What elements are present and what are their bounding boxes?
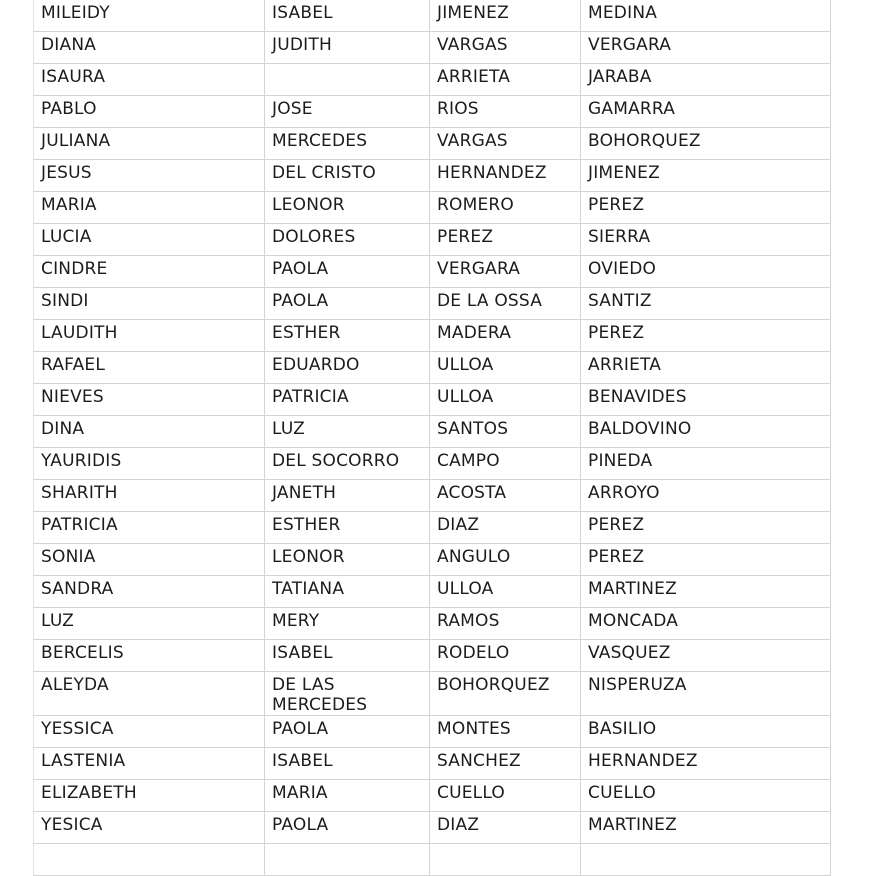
second-surname-cell: BENAVIDES (581, 384, 831, 416)
first-name-cell: YESSICA (34, 716, 265, 748)
table-row (34, 544, 831, 576)
table-row (34, 512, 831, 544)
first-surname-cell: SANCHEZ (430, 748, 581, 780)
table-row (34, 128, 831, 160)
first-surname-cell: VARGAS (430, 32, 581, 64)
middle-name-cell: LEONOR (265, 192, 430, 224)
middle-name-cell: ISABEL (265, 640, 430, 672)
second-surname-cell: NISPERUZA (581, 672, 831, 716)
first-surname-cell: ARRIETA (430, 64, 581, 96)
middle-name-cell: JANETH (265, 480, 430, 512)
first-surname-cell: VERGARA (430, 256, 581, 288)
first-name-cell: LUZ (34, 608, 265, 640)
middle-name-cell: PAOLA (265, 256, 430, 288)
middle-name-cell: PAOLA (265, 716, 430, 748)
second-surname-cell (581, 844, 831, 876)
table-row (34, 448, 831, 480)
first-name-cell: YAURIDIS (34, 448, 265, 480)
middle-name-cell: DOLORES (265, 224, 430, 256)
first-name-cell: SONIA (34, 544, 265, 576)
first-name-cell (34, 844, 265, 876)
names-table-body (34, 0, 831, 876)
middle-name-cell (265, 64, 430, 96)
middle-name-cell: ISABEL (265, 0, 430, 32)
table-row (34, 288, 831, 320)
first-surname-cell: ULLOA (430, 384, 581, 416)
first-name-cell: BERCELIS (34, 640, 265, 672)
table-row (34, 716, 831, 748)
table-row (34, 812, 831, 844)
table-row (34, 32, 831, 64)
first-surname-cell: BOHORQUEZ (430, 672, 581, 716)
table-row (34, 96, 831, 128)
middle-name-cell: ESTHER (265, 512, 430, 544)
second-surname-cell: PEREZ (581, 512, 831, 544)
second-surname-cell: PEREZ (581, 192, 831, 224)
first-name-cell: SINDI (34, 288, 265, 320)
first-name-cell: DIANA (34, 32, 265, 64)
first-name-cell: LAUDITH (34, 320, 265, 352)
first-surname-cell (430, 844, 581, 876)
second-surname-cell: VASQUEZ (581, 640, 831, 672)
first-name-cell: DINA (34, 416, 265, 448)
second-surname-cell: SANTIZ (581, 288, 831, 320)
middle-name-cell: TATIANA (265, 576, 430, 608)
middle-name-cell: MERY (265, 608, 430, 640)
middle-name-cell: ESTHER (265, 320, 430, 352)
second-surname-cell: PINEDA (581, 448, 831, 480)
first-surname-cell: RAMOS (430, 608, 581, 640)
second-surname-cell: PEREZ (581, 320, 831, 352)
second-surname-cell: MEDINA (581, 0, 831, 32)
second-surname-cell: PEREZ (581, 544, 831, 576)
first-surname-cell: ULLOA (430, 352, 581, 384)
second-surname-cell: CUELLO (581, 780, 831, 812)
first-surname-cell: MONTES (430, 716, 581, 748)
first-surname-cell: RIOS (430, 96, 581, 128)
table-row (34, 384, 831, 416)
table-row (34, 160, 831, 192)
first-surname-cell: PEREZ (430, 224, 581, 256)
first-surname-cell: ROMERO (430, 192, 581, 224)
table-row (34, 256, 831, 288)
first-surname-cell: RODELO (430, 640, 581, 672)
middle-name-cell: DEL CRISTO (265, 160, 430, 192)
table-row (34, 320, 831, 352)
second-surname-cell: OVIEDO (581, 256, 831, 288)
names-table (33, 0, 831, 876)
first-name-cell: JULIANA (34, 128, 265, 160)
second-surname-cell: VERGARA (581, 32, 831, 64)
second-surname-cell: SIERRA (581, 224, 831, 256)
second-surname-cell: ARROYO (581, 480, 831, 512)
table-row (34, 640, 831, 672)
first-name-cell: PABLO (34, 96, 265, 128)
first-surname-cell: DE LA OSSA (430, 288, 581, 320)
first-name-cell: NIEVES (34, 384, 265, 416)
first-surname-cell: SANTOS (430, 416, 581, 448)
first-name-cell: ISAURA (34, 64, 265, 96)
second-surname-cell: JIMENEZ (581, 160, 831, 192)
table-row (34, 672, 831, 716)
second-surname-cell: BALDOVINO (581, 416, 831, 448)
second-surname-cell: JARABA (581, 64, 831, 96)
first-surname-cell: DIAZ (430, 512, 581, 544)
middle-name-cell: PAOLA (265, 812, 430, 844)
first-name-cell: RAFAEL (34, 352, 265, 384)
second-surname-cell: MONCADA (581, 608, 831, 640)
first-name-cell: MILEIDY (34, 0, 265, 32)
first-surname-cell: CAMPO (430, 448, 581, 480)
first-surname-cell: ANGULO (430, 544, 581, 576)
first-surname-cell: CUELLO (430, 780, 581, 812)
first-name-cell: SHARITH (34, 480, 265, 512)
table-row (34, 576, 831, 608)
middle-name-cell: LEONOR (265, 544, 430, 576)
middle-name-cell: DEL SOCORRO (265, 448, 430, 480)
middle-name-cell: EDUARDO (265, 352, 430, 384)
second-surname-cell: BOHORQUEZ (581, 128, 831, 160)
middle-name-cell: MERCEDES (265, 128, 430, 160)
table-row (34, 780, 831, 812)
second-surname-cell: BASILIO (581, 716, 831, 748)
first-surname-cell: JIMENEZ (430, 0, 581, 32)
middle-name-cell: MARIA (265, 780, 430, 812)
first-surname-cell: VARGAS (430, 128, 581, 160)
first-name-cell: MARIA (34, 192, 265, 224)
first-surname-cell: ACOSTA (430, 480, 581, 512)
first-surname-cell: ULLOA (430, 576, 581, 608)
first-surname-cell: HERNANDEZ (430, 160, 581, 192)
table-row (34, 0, 831, 32)
second-surname-cell: MARTINEZ (581, 812, 831, 844)
second-surname-cell: GAMARRA (581, 96, 831, 128)
table-row (34, 608, 831, 640)
second-surname-cell: MARTINEZ (581, 576, 831, 608)
middle-name-cell: ISABEL (265, 748, 430, 780)
middle-name-cell: DE LAS MERCEDES (265, 672, 430, 716)
first-name-cell: LASTENIA (34, 748, 265, 780)
first-name-cell: ALEYDA (34, 672, 265, 716)
table-row (34, 192, 831, 224)
table-row (34, 224, 831, 256)
first-name-cell: PATRICIA (34, 512, 265, 544)
table-row (34, 748, 831, 780)
first-name-cell: SANDRA (34, 576, 265, 608)
first-surname-cell: MADERA (430, 320, 581, 352)
middle-name-cell: LUZ (265, 416, 430, 448)
table-row (34, 416, 831, 448)
middle-name-cell (265, 844, 430, 876)
middle-name-cell: JUDITH (265, 32, 430, 64)
middle-name-cell: PAOLA (265, 288, 430, 320)
table-row (34, 480, 831, 512)
first-name-cell: ELIZABETH (34, 780, 265, 812)
first-name-cell: JESUS (34, 160, 265, 192)
middle-name-cell: JOSE (265, 96, 430, 128)
table-row (34, 844, 831, 876)
table-row (34, 352, 831, 384)
table-row (34, 64, 831, 96)
first-name-cell: CINDRE (34, 256, 265, 288)
first-name-cell: YESICA (34, 812, 265, 844)
middle-name-cell: PATRICIA (265, 384, 430, 416)
second-surname-cell: HERNANDEZ (581, 748, 831, 780)
second-surname-cell: ARRIETA (581, 352, 831, 384)
first-name-cell: LUCIA (34, 224, 265, 256)
first-surname-cell: DIAZ (430, 812, 581, 844)
